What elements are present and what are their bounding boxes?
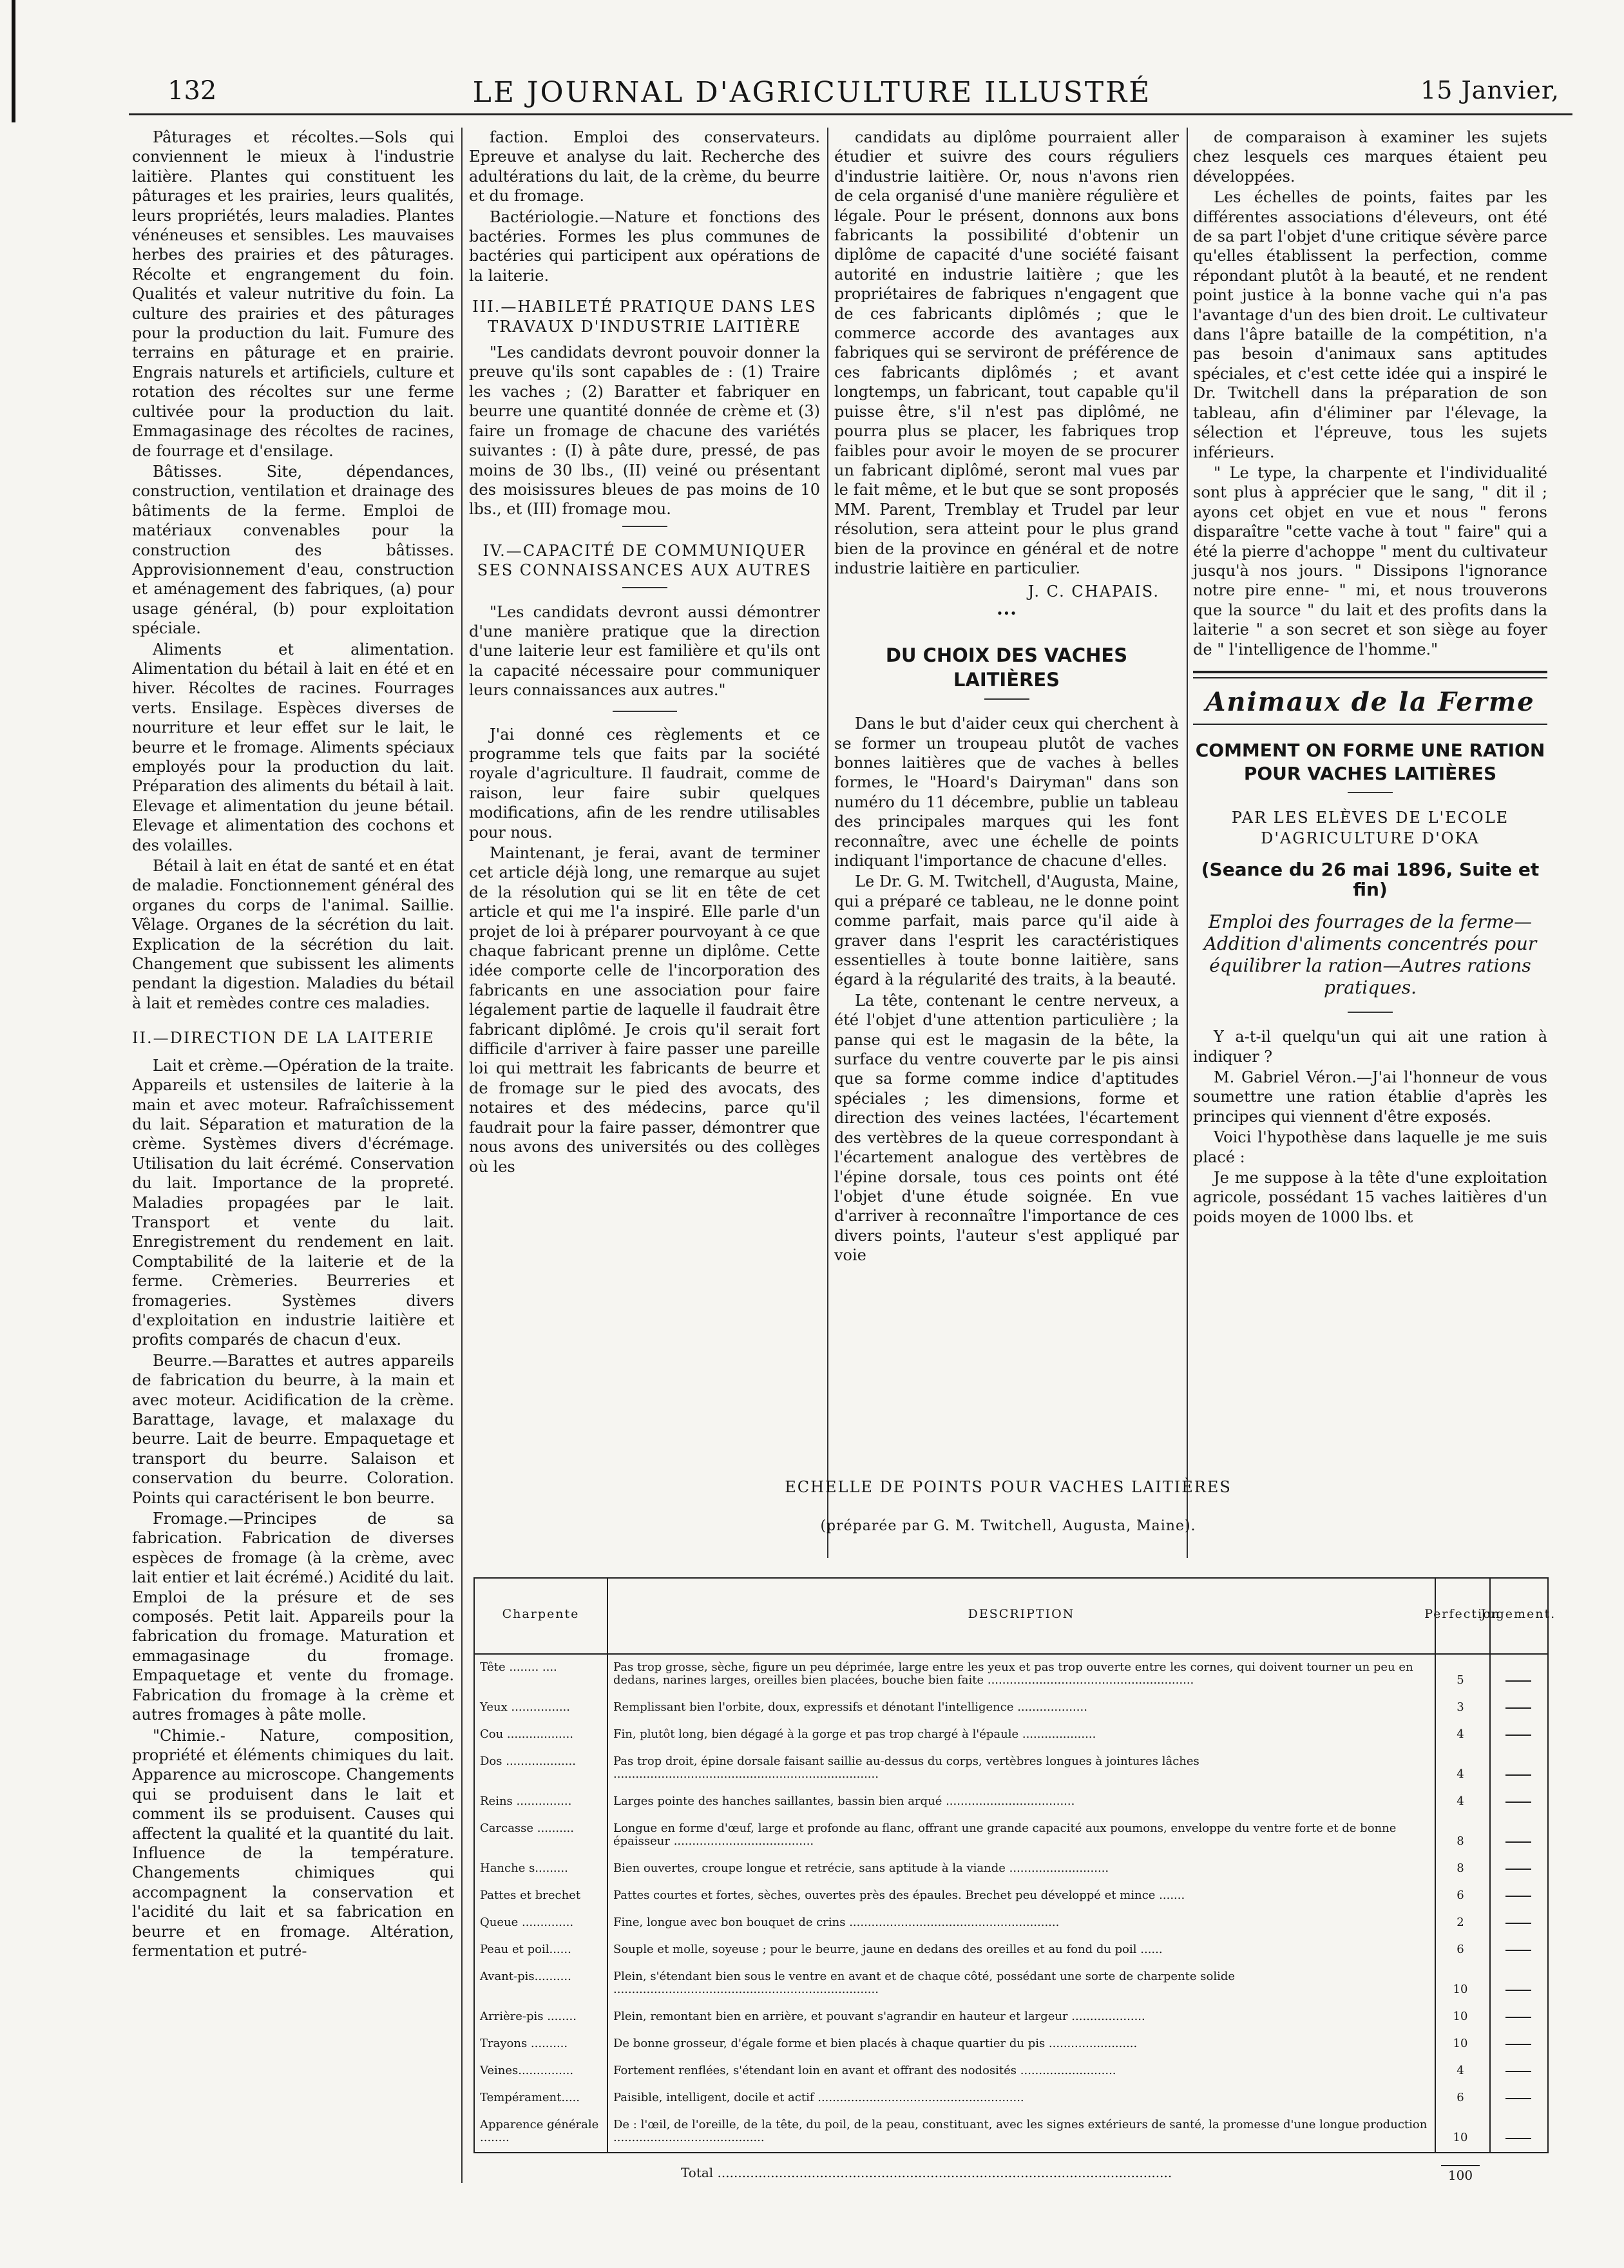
row-points: 4 [1457, 1727, 1464, 1741]
row-description: Plein, remontant bien en arrière, et pouvant s'agrandir en hauteur et largeur .................... [613, 2010, 1145, 2023]
row-judgement-dash [1505, 1990, 1531, 1991]
header-perfection: Perfection [1436, 1579, 1491, 1649]
table-row [475, 1795, 1547, 1812]
row-judgement-dash [1505, 1896, 1531, 1897]
total-value: 100 [1441, 2165, 1480, 2183]
row-judgement-dash [1505, 2017, 1531, 2018]
column-divider [461, 128, 463, 2183]
paragraph: Bâtisses. Site, dépendances, construction, ventilation et drainage des bâtiments de la ferme. Emploi de matériaux convenables pour la construction des bâtisses. Approvisionnement d'eau, construction et aménagement des fabriques, (a) pour usage général, (b) pour exploitation spéciale. [132, 462, 454, 638]
table-row [475, 1822, 1547, 1852]
row-part: Hanche s......... [480, 1861, 568, 1875]
paragraph: Beurre.—Barattes et autres appareils de fabrication du beurre, à la main et avec moteur. Acidification de la crème. Barattage, lavage, et malaxage du beurre. Lait de beurre. Empaquetage et transport du beurre. Salaison et conservation du beurre. Coloration. Points qui caractérisent le bon beurre. [132, 1351, 454, 1507]
row-points: 6 [1457, 1888, 1464, 1902]
row-points: 10 [1453, 2010, 1468, 2023]
row-description: De bonne grosseur, d'égale forme et bien placés à chaque quartier du pis ........................ [613, 2037, 1138, 2050]
section-rule [1193, 724, 1547, 725]
table-row [475, 2119, 1547, 2148]
row-points: 4 [1457, 1794, 1464, 1808]
row-description: Fin, plutôt long, bien dégagé à la gorge et pas trop chargé à l'épaule .................... [613, 1727, 1096, 1741]
row-points: 8 [1457, 1861, 1464, 1875]
column-4 [1193, 128, 1547, 1558]
row-judgement-dash [1505, 2098, 1531, 2099]
paragraph: Bactériologie.—Nature et fonctions des bactéries. Formes les plus communes de bactéries qui participent aux opérations de la laiterie. [469, 207, 820, 285]
header-rule [475, 1653, 1547, 1655]
row-part: Carcasse .......... [480, 1821, 574, 1835]
row-part: Reins ............... [480, 1794, 572, 1808]
paragraph: Bétail à lait en état de santé et en état de maladie. Fonctionnement général des organes du corps de l'animal. Saillie. Vêlage. Organes de la sécrétion du lait. Explication de la sécrétion du lait. Changement que subissent les aliments pendant la digestion. Maladies du bétail à lait et remèdes contre ces maladies. [132, 857, 454, 1012]
signature: J. C. CHAPAIS. [1027, 582, 1160, 601]
section-banner: Animaux de la Ferme [1205, 686, 1535, 717]
divider [1348, 792, 1393, 793]
column-1 [132, 128, 454, 2177]
row-points: 5 [1457, 1673, 1464, 1687]
row-description: Souple et molle, soyeuse ; pour le beurre, jaune en dedans des oreilles et au fond du poil ...... [613, 1943, 1163, 1956]
row-part: Queue .............. [480, 1916, 574, 1929]
article-title: COMMENT ON FORME UNE RATION POUR VACHES LAITIÈRES [1195, 740, 1545, 785]
paragraph: Les échelles de points, faites par les différentes associations d'éleveurs, ont été de sa part l'objet d'une critique sévère parce qu'elles établissent la perfection, comme répondant plutôt à la beauté, et ne rendent point justice à la bonne vache qui n'a pas l'avantage d'un des bien droit. Le cultivateur dans l'âpre bataille de la compétition, n'a pas besoin d'animaux sans aptitudes spéciales, et c'est cette idée qui a inspiré le Dr. Twitchell dans la préparation de son tableau, afin d'éliminer par l'élevage, la sélection et l'épreuve, tous les sujets inférieurs. [1193, 188, 1547, 461]
divider [622, 526, 667, 527]
row-part: Peau et poil...... [480, 1943, 571, 1956]
row-judgement-dash [1505, 1774, 1531, 1776]
row-description: Pattes courtes et fortes, sèches, ouvertes près des épaules. Brechet peu développé et mince ....... [613, 1888, 1185, 1902]
paragraph: Maintenant, je ferai, avant de terminer cet article déjà long, une remarque au sujet de la résolution qui se lit en tête de cet article et qui me l'a inspiré. Elle parle d'un projet de loi à préparer pourvoyant à ce que chaque fabricant prenne un diplôme. Cette idée comporte celle de l'incorporation des fabricants en une association pour faire légalement partie de laquelle il faudrait être fabricant diplômé. Je crois qu'il serait fort difficile d'arriver à faire passer une pareille loi qui mettrait les fabricants de beurre et de fromage sur le pied des avocats, des notaires et des médecins, parce qu'il faudrait pour la faire passer, démontrer que nous avons des universités ou des collèges où les [469, 844, 820, 1176]
row-description: Remplissant bien l'orbite, doux, expressifs et dénotant l'intelligence ................... [613, 1700, 1087, 1714]
paragraph: Y a-t-il quelqu'un qui ait une ration à indiquer ? [1193, 1028, 1547, 1066]
divider [984, 698, 1029, 700]
row-description: Fine, longue avec bon bouquet de crins ......................................................... [613, 1916, 1060, 1929]
row-points: 4 [1457, 1767, 1464, 1781]
row-judgement-dash [1505, 1802, 1531, 1803]
table-row [475, 2091, 1547, 2108]
paragraph: de comparaison à examiner les sujets chez lesquels ces marques étaient peu développées. [1193, 128, 1547, 186]
issue-date: 15 Janvier, [1420, 76, 1560, 104]
row-description: Plein, s'étendant bien sous le ventre en avant et de chaque côté, possédant une sorte de charpente solide ........................................................................ [613, 1970, 1236, 1996]
paragraph: " Le type, la charpente et l'individualité sont plus à apprécier que le sang, " dit il ; ayons cet objet en vue et nous " ferons disparaître "cette vache à tout " faire" qui a été la pierre d'achoppe " ment du cultivateur jusqu'à nos jours. " Dissipons l'ignorance notre pire enne- " mi, et nous trouverons que la source " du lait et des profits dans la laiterie " a son secret et son siège au foyer de " l'intelligence de l'homme." [1193, 463, 1547, 658]
row-description: Paisible, intelligent, docile et actif ........................................................ [613, 2091, 1024, 2104]
paragraph: candidats au diplôme pourraient aller étudier et suivre des cours réguliers d'industrie laitière. Or, nous n'avons rien de cela organisé d'une manière régulière et légale. Pour le présent, donnons aux bons fabricants la possibilité d'obtenir un diplôme de capacité d'une société faisant autorité en industrie laitière ; que les propriétaires de fabriques n'engagent que de ces fabricants diplômés ; que le commerce accorde des avantages aux fabriques qui se serviront de préférence de ces fabricants diplômés ; et avant longtemps, un fabricant, tout capable qu'il puisse être, s'il n'est pas diplômé, ne pourra plus se placer, les fabriques trop faibles pour avoir le moyen de se procurer un fabricant diplômé, seront mal vues par le fait même, et le but que se sont proposés MM. Parent, Tremblay et Trudel par leur résolution, sera atteint pour le plus grand bien de la province en général et de notre industrie laitière en particulier. [834, 128, 1179, 577]
row-description: De : l'œil, de l'oreille, de la tête, du poil, de la peau, constituant, avec les signes extérieurs de santé, la promesse d'une longue production ......................................... [613, 2118, 1428, 2144]
row-judgement-dash [1505, 2138, 1531, 2139]
row-points: 4 [1457, 2064, 1464, 2077]
header-charpente: Charpente [475, 1579, 608, 1649]
column-2 [469, 128, 820, 1558]
paragraph: faction. Emploi des conservateurs. Epreuve et analyse du lait. Recherche des adultérations du lait, de la crème, du beurre et du fromage. [469, 128, 820, 206]
table-row [475, 1755, 1547, 1785]
row-description: Bien ouvertes, croupe longue et retrécie, sans aptitude à la viande ........................... [613, 1861, 1109, 1875]
paragraph: Le Dr. G. M. Twitchell, d'Augusta, Maine, qui a préparé ce tableau, ne le donne point comme parfait, mais parce qu'il aide à graver dans l'esprit les caractéristiques essentielles à toute bonne laitière, sans égard à la régularité des traits, à la beauté. [834, 872, 1179, 989]
row-judgement-dash [1505, 1680, 1531, 1682]
row-description: Longue en forme d'œuf, large et profonde au flanc, offrant une grande capacité aux poumons, enveloppe du ventre forte et de bonne épaisseur ...................................... [613, 1821, 1397, 1848]
paragraph: "Les candidats devront aussi démontrer d'une manière pratique que la direction d'une laiterie leur est familière et qu'ils ont la capacité nécessaire pour communiquer leurs connaissances aux autres." [469, 602, 820, 700]
byline: PAR LES ELÈVES DE L'ECOLE D'AGRICULTURE D'OKA [1231, 809, 1509, 848]
row-description: Fortement renflées, s'étendant loin en avant et offrant des nodosités .......................... [613, 2064, 1116, 2077]
row-part: Avant-pis.......... [480, 1970, 571, 1983]
row-part: Yeux ................ [480, 1700, 570, 1714]
row-points: 3 [1457, 1700, 1464, 1714]
row-judgement-dash [1505, 1869, 1531, 1870]
section-heading: III.—HABILETÉ PRATIQUE DANS LES TRAVAUX D'INDUSTRIE LAITIÈRE [472, 298, 817, 336]
row-judgement-dash [1505, 1735, 1531, 1736]
row-part: Dos ................... [480, 1754, 576, 1768]
row-points: 10 [1453, 1983, 1468, 1996]
paragraph: J'ai donné ces règlements et ce programme tels que faits par la société royale d'agriculture. Il faudrait, comme de raison, leur faire subir quelques modifications, afin de les rendre utilisables pour nous. [469, 725, 820, 841]
row-judgement-dash [1505, 1950, 1531, 1951]
row-part: Tête ........ .... [480, 1660, 557, 1674]
table-row [475, 2010, 1547, 2027]
article-subhead: Emploi des fourrages de la ferme— Addition d'aliments concentrés pour équilibrer la ration—Autres rations pratiques. [1203, 911, 1537, 999]
row-description: Larges pointe des hanches saillantes, bassin bien arqué ................................... [613, 1794, 1075, 1808]
header-jugement: Jugement. [1480, 1607, 1556, 1621]
section-heading: IV.—CAPACITÉ DE COMMUNIQUER SES CONNAISSANCES AUX AUTRES [477, 541, 812, 580]
table-row [475, 1889, 1547, 1906]
row-part: Cou .................. [480, 1727, 573, 1741]
journal-title: LE JOURNAL D'AGRICULTURE ILLUSTRÉ [472, 76, 1152, 109]
row-part: Veines............... [480, 2064, 574, 2077]
paragraph: Voici l'hypothèse dans laquelle je me suis placé : [1193, 1128, 1547, 1166]
paragraph: Fromage.—Principes de sa fabrication. Fabrication de diverses espèces de fromage (à la crème, avec lait entier et lait écrémé.) Acidité du lait. Emploi de la présure et de ses composés. Petit lait. Appareils pour la fabrication du fromage. Maturation et emmagasinage du fromage. Empaquetage et vente du fromage. Fabrication du fromage à la crème et autres fromages à pâte molle. [132, 1510, 454, 1724]
page-edge-bar [12, 0, 15, 122]
section-rule [1193, 671, 1547, 673]
row-part: Apparence générale ........ [480, 2118, 599, 2144]
row-part: Pattes et brechet [480, 1888, 581, 1902]
column-3 [834, 128, 1179, 1558]
row-judgement-dash [1505, 2071, 1531, 2072]
row-points: 8 [1457, 1834, 1464, 1848]
table-row [475, 2037, 1547, 2054]
table-subtitle: (préparée par G. M. Twitchell, Augusta, Maine). [820, 1518, 1196, 1534]
table-title: ECHELLE DE POINTS POUR VACHES LAITIÈRES [785, 1478, 1232, 1496]
row-part: Tempérament..... [480, 2091, 580, 2104]
row-judgement-dash [1505, 1841, 1531, 1843]
table-row [475, 1862, 1547, 1879]
table-row [475, 2064, 1547, 2081]
header-description: DESCRIPTION [608, 1579, 1436, 1649]
paragraph: Aliments et alimentation. Alimentation du bétail à lait en été et en hiver. Récoltes de racines. Fourrages verts. Ensilage. Espèces diverses de nourriture et leur effet sur le lait, le beurre et le fromage. Aliments spéciaux employés pour la production du lait. Préparation des aliments du bétail à lait. Elevage et alimentation du jeune bétail. Elevage et alimentation des cochons et des volailles. [132, 640, 454, 854]
article-title: DU CHOIX DES VACHES LAITIÈRES [885, 644, 1128, 691]
row-judgement-dash [1505, 2044, 1531, 2045]
divider [622, 587, 667, 588]
row-points: 6 [1457, 1943, 1464, 1956]
row-part: Arrière-pis ........ [480, 2010, 577, 2023]
column-divider [1187, 128, 1188, 1558]
section-heading: II.—DIRECTION DE LA LAITERIE [132, 1029, 435, 1048]
table-row [475, 1701, 1547, 1718]
paragraph: Lait et crème.—Opération de la traite. Appareils et ustensiles de laiterie à la main et avec moteur. Rafraîchissement du lait. Séparation et maturation de la crème. Systèmes divers d'écrémage. Utilisation du lait écrémé. Conservation du lait. Importance de la propreté. Maladies propagées par le lait. Transport et vente du lait. Enregistrement du rendement en lait. Comptabilité de la laiterie et de la ferme. Crèmeries. Beurreries et fromageries. Systèmes divers d'exploitation en industrie laitière et profits comparés de chacun d'eux. [132, 1056, 454, 1349]
row-description: Pas trop droit, épine dorsale faisant saillie au-dessus du corps, vertèbres longues à jointures lâches ........................................................................ [613, 1754, 1199, 1781]
paragraph: Je me suppose à la tête d'une exploitation agricole, possédant 15 vaches laitières d'un poids moyen de 1000 lbs. et [1193, 1169, 1547, 1226]
column-divider [827, 128, 828, 1558]
table-row [475, 1728, 1547, 1745]
paragraph: "Chimie.- Nature, composition, propriété et éléments chimiques du lait. Apparence au microscope. Changements qui se produisent dans le lait et comment ils se produisent. Causes qui affectent la qualité et la quantité du lait. Influence de la température. Changements chimiques qui accompagnent la conservation et l'acidité du lait et sa fabrication en beurre et en fromage. Altération, fermentation et putré- [132, 1726, 454, 1960]
row-judgement-dash [1505, 1923, 1531, 1924]
header-rule [129, 113, 1572, 115]
paragraph: Pâturages et récoltes.—Sols qui conviennent le mieux à l'industrie laitière. Plantes qui constituent les pâturages et les prairies, leurs qualités, leurs propriétés, leurs maladies. Plantes vénéneuses et sensibles. Les mauvaises herbes des prairies et des pâturages. Récolte et engrangement du foin. Qualités et valeur nutritive du foin. La culture des prairies et des pâturages pour la production du lait. Fumure des terrains en pâturage et en prairie. Engrais naturels et artificiels, culture et rotation des récoltes sur une ferme cultivée pour la production du lait. Emmagasinage des récoltes de racines, de fourrage et d'ensilage. [132, 128, 454, 460]
table-row [475, 1661, 1547, 1691]
table-row [475, 1970, 1547, 2000]
total-label: Total ............................................................................................................... [681, 2165, 1172, 2180]
row-points: 6 [1457, 2091, 1464, 2104]
separator-stars: ••• [996, 606, 1017, 620]
row-part: Trayons .......... [480, 2037, 568, 2050]
table-row [475, 1943, 1547, 1960]
row-points: 10 [1453, 2131, 1468, 2144]
paragraph: La tête, contenant le centre nerveux, a été l'objet d'une attention particulière ; la panse qui est le magasin de la bête, la surface du ventre couverte par le pis ainsi que sa forme comme indice d'aptitudes spéciales ; les dimensions, forme et direction des veines lactées, l'écartement des vertèbres de la queue correspondant à l'écartement analogue des vertèbres de l'épine dorsale, tous ces points ont été l'objet d'une étude soignée. En vue d'arriver à reconnaître l'importance de ces divers points, l'auteur s'est appliqué par voie [834, 991, 1179, 1265]
section-rule [1193, 677, 1547, 678]
paragraph: Dans le but d'aider ceux qui cherchent à se former un troupeau plutôt de vaches bonnes laitières que de vaches à belles formes, le "Hoard's Dairyman" dans son numéro du 11 décembre, publie un tableau des principales marques qui les font reconnaître, avec une échelle de points indiquant l'importance de chacune d'elles. [834, 715, 1179, 870]
session-note: (Seance du 26 mai 1896, Suite et fin) [1201, 859, 1540, 900]
paragraph: "Les candidats devront pouvoir donner la preuve qu'ils sont capables de : (1) Traire les vaches ; (2) Baratter et fabriquer en beurre une quantité donnée de crème et (3) faire un fromage de chacune des variétés suivantes : (I) à pâte dure, pressé, de pas moins de 30 lbs., (II) veiné ou présentant des moisissures bleues de pas moins de 10 lbs., et (III) fromage mou. [469, 343, 820, 519]
points-table [473, 1577, 1556, 2183]
row-judgement-dash [1505, 1707, 1531, 1709]
row-points: 10 [1453, 2037, 1468, 2050]
divider [613, 711, 677, 712]
row-description: Pas trop grosse, sèche, figure un peu déprimée, large entre les yeux et pas trop ouverte entre les cornes, qui doivent tourner un peu en dedans, narines larges, oreilles bien placées, bouche bien faite ........................................................ [613, 1660, 1413, 1687]
paragraph: M. Gabriel Véron.—J'ai l'honneur de vous soumettre une ration établie d'après les principes qui viennent d'être exposés. [1193, 1068, 1547, 1126]
divider [1348, 1012, 1393, 1013]
row-points: 2 [1457, 1916, 1464, 1929]
page-number: 132 [167, 76, 217, 106]
table-row [475, 1916, 1547, 1933]
